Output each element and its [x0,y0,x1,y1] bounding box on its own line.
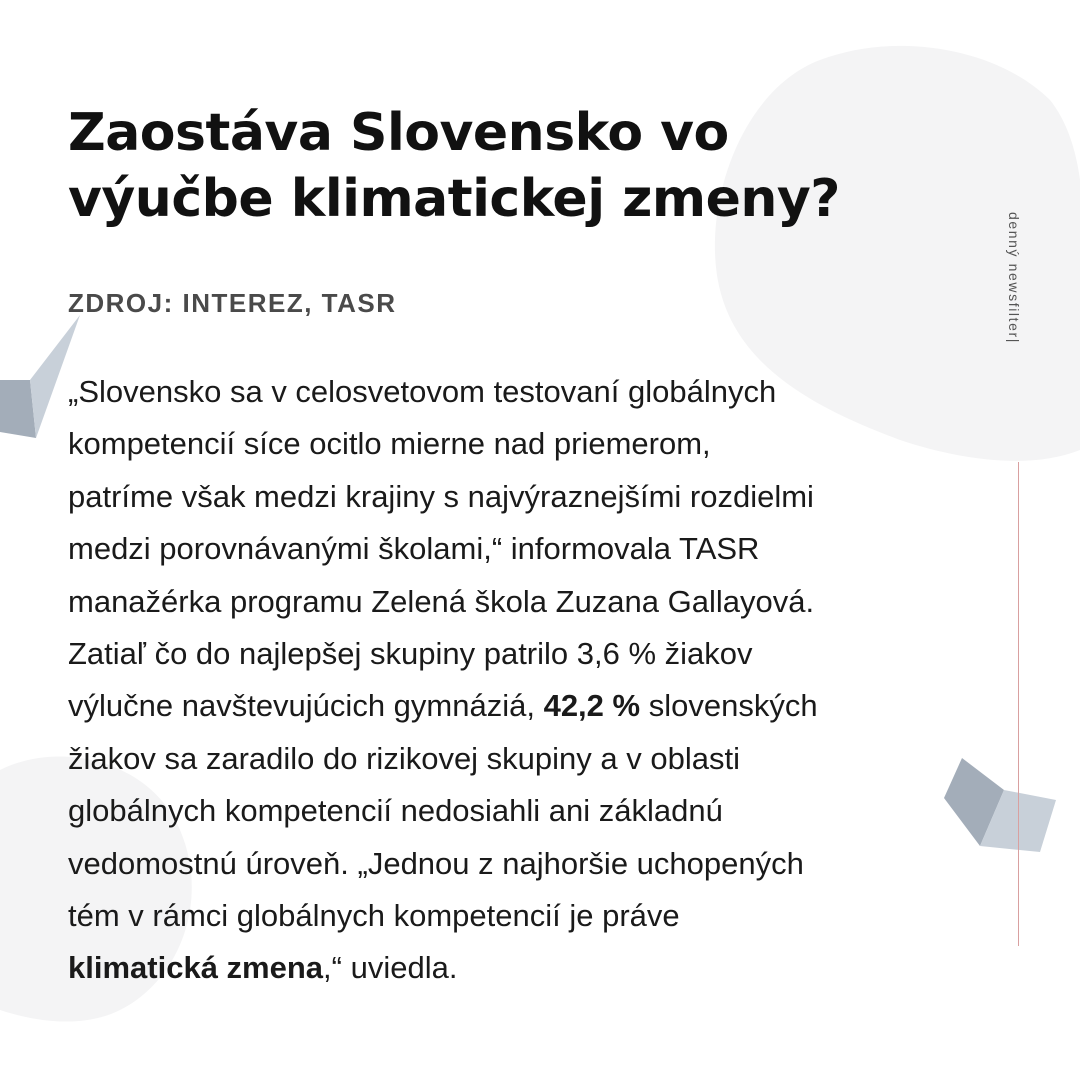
article-line: manažérka programu Zelená škola Zuzana Gallayová. [68,583,815,619]
article-text [68,366,968,995]
title-line-1: Zaostáva Slovensko vo [68,103,729,163]
brand-vertical-label: denný newsfilter| [1006,212,1022,345]
article-line: ,“ uviedla. [323,950,458,986]
article-line: slovenských [640,688,818,724]
highlight-percentage: 42,2 % [543,688,641,724]
article-line: tém v rámci globálnych kompetencií je práve [68,898,680,934]
page-title [68,100,948,232]
accent-divider-line [1018,462,1019,946]
article-line: Zatiaľ čo do najlepšej skupiny patrilo 3,6 % žiakov [68,636,753,672]
article-line: medzi porovnávanými školami,“ informovala TASR [68,531,760,567]
highlight-climate-change: klimatická zmena [68,950,324,986]
article-line: „Slovensko sa v celosvetovom testovaní globálnych [68,374,777,409]
article-line: vedomostnú úroveň. „Jednou z najhoršie uchopených [68,845,804,881]
article-line: kompetencií síce ocitlo mierne nad priemerom, [68,426,711,462]
article-line: patríme však medzi krajiny s najvýraznejšími rozdielmi [68,478,814,514]
article-line: žiakov sa zaradilo do rizikovej skupiny a v oblasti [68,740,740,776]
article-line: výlučne navštevujúcich gymnáziá, [68,688,544,724]
article-line: globálnych kompetencií nedosiahli ani základnú [68,793,723,829]
source-label: ZDROJ: INTEREZ, TASR [68,288,397,318]
title-line-2: výučbe klimatickej zmeny? [68,169,840,229]
